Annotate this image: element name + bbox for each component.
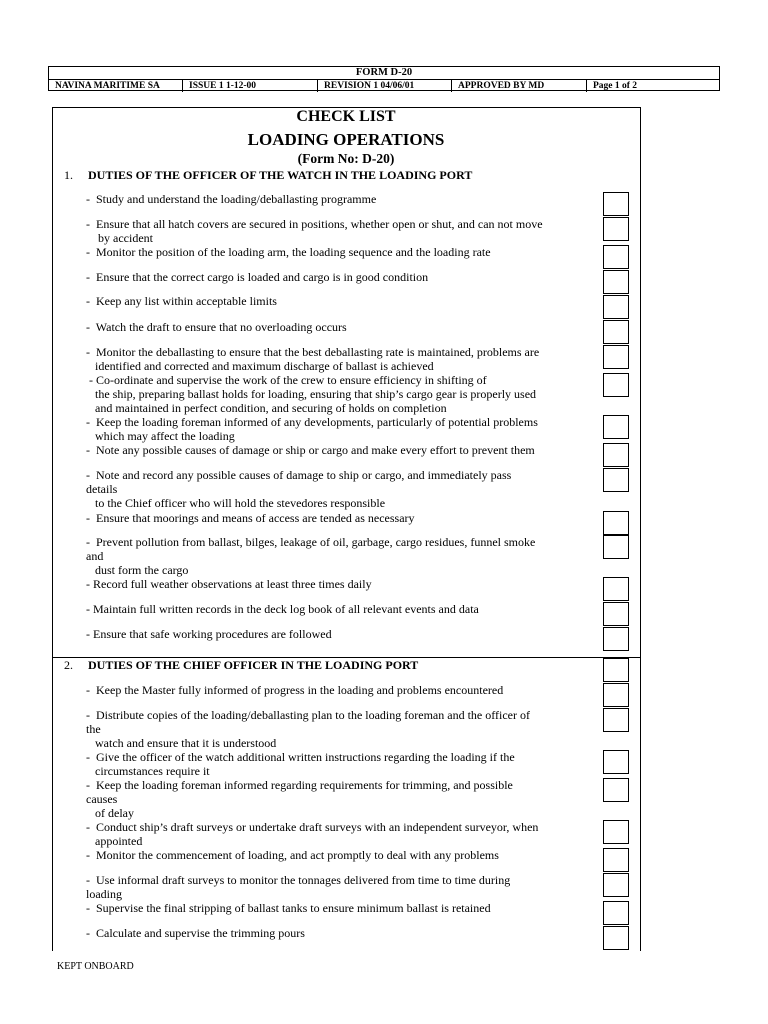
checklist-item: - Note and record any possible causes of damage to ship or cargo, and immediately pass details to the Chief officer who will hold the stevedores responsible	[86, 468, 512, 510]
page-subtitle: LOADING OPERATIONS	[247, 130, 445, 149]
form-header-row	[49, 79, 719, 92]
checklist-item: - Note any possible causes of damage or ship or cargo and make every effort to prevent them	[86, 443, 535, 457]
checklist-item: - Keep any list within acceptable limits	[86, 294, 277, 308]
checklist-item: - Monitor the commencement of loading, and act promptly to deal with any problems	[86, 848, 499, 862]
checklist-item: - Monitor the deballasting to ensure that the best deballasting rate is maintained, problems are identified and corrected and maximum discharge of ballast is achieved	[86, 345, 540, 373]
checklist-item: - Watch the draft to ensure that no overloading occurs	[86, 320, 347, 334]
checklist-item: - Distribute copies of the loading/deballasting plan to the loading foreman and the officer of the watch and ensure that it is understood	[86, 708, 530, 750]
item-checkbox[interactable]	[603, 750, 629, 774]
item-checkbox[interactable]	[603, 708, 629, 732]
checklist-item: - Conduct ship’s draft surveys or undertake draft surveys with an independent surveyor, when appointed	[86, 820, 539, 848]
item-checkbox[interactable]	[603, 443, 629, 467]
page-title: CHECK LIST	[296, 108, 396, 125]
checklist-item: - Study and understand the loading/deballasting programme	[86, 192, 377, 206]
item-checkbox[interactable]	[603, 778, 629, 802]
issue-cell: ISSUE 1 1-12-00	[182, 80, 317, 92]
item-checkbox[interactable]	[603, 245, 629, 269]
item-checkbox[interactable]	[603, 820, 629, 844]
item-checkbox[interactable]	[603, 373, 629, 397]
checklist-item: - Keep the Master fully informed of progress in the loading and problems encountered	[86, 683, 504, 697]
item-checkbox[interactable]	[603, 873, 629, 897]
item-checkbox[interactable]	[603, 511, 629, 535]
section-2-number: 2.	[64, 658, 73, 672]
checklist-item: - Ensure that the correct cargo is loaded and cargo is in good condition	[86, 270, 429, 284]
item-checkbox[interactable]	[603, 627, 629, 651]
revision-cell: REVISION 1 04/06/01	[317, 80, 451, 92]
item-checkbox[interactable]	[603, 602, 629, 626]
item-checkbox[interactable]	[603, 415, 629, 439]
checklist-item: - Ensure that all hatch covers are secured in positions, whether open or shut, and can not move by accident	[86, 217, 543, 245]
checklist-item: - Give the officer of the watch additional written instructions regarding the loading if the circumstances require it	[86, 750, 515, 778]
item-checkbox[interactable]	[603, 926, 629, 950]
item-checkbox[interactable]	[603, 658, 629, 682]
page-cell: Page 1 of 2	[586, 80, 719, 92]
section-1-number: 1.	[64, 168, 73, 182]
checklist-item: - Supervise the final stripping of ballast tanks to ensure minimum ballast is retained	[86, 901, 491, 915]
item-checkbox[interactable]	[603, 468, 629, 492]
checklist-item: - Monitor the position of the loading arm, the loading sequence and the loading rate	[86, 245, 491, 259]
checklist-item: - Use informal draft surveys to monitor the tonnages delivered from time to time during loading	[86, 873, 511, 901]
section-2-title: DUTIES OF THE CHIEF OFFICER IN THE LOADING PORT	[88, 658, 419, 672]
checklist-item: - Maintain full written records in the deck log book of all relevant events and data	[86, 602, 479, 616]
section-1-title: DUTIES OF THE OFFICER OF THE WATCH IN THE LOADING PORT	[88, 168, 473, 182]
item-checkbox[interactable]	[603, 217, 629, 241]
checklist-item: - Calculate and supervise the trimming pours	[86, 926, 305, 940]
item-checkbox[interactable]	[603, 295, 629, 319]
form-code: FORM D-20	[355, 67, 413, 78]
item-checkbox[interactable]	[603, 192, 629, 216]
item-checkbox[interactable]	[603, 345, 629, 369]
item-checkbox[interactable]	[603, 901, 629, 925]
checklist-item: - Ensure that moorings and means of access are tended as necessary	[86, 511, 415, 525]
checklist-item: - Keep the loading foreman informed regarding requirements for trimming, and possible causes of delay	[86, 778, 513, 820]
checklist-item: - Co-ordinate and supervise the work of the crew to ensure efficiency in shifting of the ship, preparing ballast holds for loading, ensuring that ship’s cargo gear is properly used and maintained in perfect condition, and securing of holds on completion	[89, 373, 537, 415]
item-checkbox[interactable]	[603, 270, 629, 294]
footer-note: KEPT ONBOARD	[57, 961, 134, 972]
checklist-item: - Prevent pollution from ballast, bilges, leakage of oil, garbage, cargo residues, funnel smoke and dust form the cargo	[86, 535, 536, 577]
checklist-item: - Record full weather observations at least three times daily	[86, 577, 372, 591]
item-checkbox[interactable]	[603, 577, 629, 601]
company-name: NAVINA MARITIME SA	[55, 81, 160, 91]
checklist-item: - Keep the loading foreman informed of any developments, particularly of potential problems which may affect the loading	[86, 415, 538, 443]
item-checkbox[interactable]	[603, 683, 629, 707]
approved-cell: APPROVED BY MD	[451, 80, 586, 92]
item-checkbox[interactable]	[603, 320, 629, 344]
item-checkbox[interactable]	[603, 848, 629, 872]
checklist-item: - Ensure that safe working procedures are followed	[86, 627, 332, 641]
item-checkbox[interactable]	[603, 535, 629, 559]
form-header	[48, 66, 720, 91]
form-number: (Form No: D-20)	[297, 151, 395, 166]
